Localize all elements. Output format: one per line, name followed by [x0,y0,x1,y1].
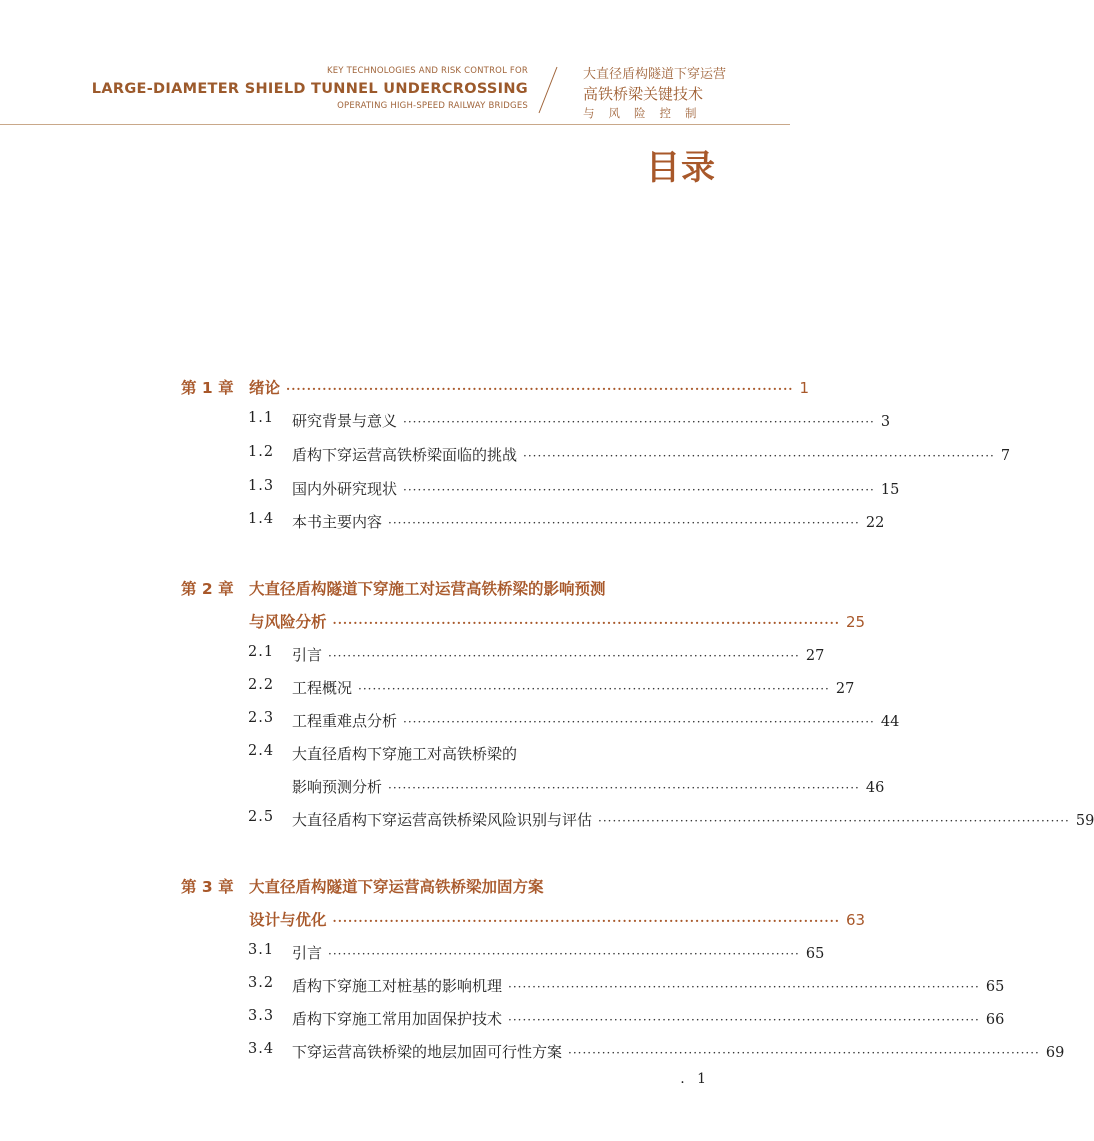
dot-leader: ·································································································· [388,516,860,530]
chapter-page: 1 [799,379,809,397]
section-title: 盾构下穿运营高铁桥梁面临的挑战 [292,446,518,464]
section-title: 引言 [292,944,323,962]
section-number: 1.1 [248,410,275,426]
section-number: 3.2 [248,975,275,991]
english-title-line-3: OPERATING HIGH-SPEED RAILWAY BRIDGES [337,101,528,111]
section-title-line-1: 大直径盾构下穿施工对高铁桥梁的 [292,745,518,763]
section-title: 盾构下穿施工对桩基的影响机理 [292,977,503,995]
chapter-label: 第 3 章 [181,878,234,896]
section-title: 引言 [292,646,323,664]
chapter-title-line-1: 大直径盾构隧道下穿运营高铁桥梁加固方案 [249,878,544,896]
dot-leader: ·································································································· [568,1046,1040,1060]
dot-leader: ·································································································· [388,781,860,795]
section-title: 大直径盾构下穿运营高铁桥梁风险识别与评估 [292,811,593,829]
section-title-line-2: 影响预测分析 [292,778,383,796]
section-entry[interactable] [292,511,885,532]
toc-title: 目录 [646,148,716,188]
dot-leader: ·································································································· [403,415,875,429]
dot-leader: ·································································································· [508,1013,980,1027]
section-entry[interactable] [292,710,900,731]
section-number: 2.4 [248,743,275,759]
section-number: 3.3 [248,1008,275,1024]
section-entry[interactable] [292,975,1005,996]
dot-leader: ·································································································· [403,483,875,497]
section-entry[interactable] [292,444,1011,465]
section-entry[interactable] [292,1041,1065,1062]
section-number: 2.1 [248,644,275,660]
section-title: 盾构下穿施工常用加固保护技术 [292,1010,503,1028]
section-entry[interactable] [292,677,855,698]
section-entry[interactable] [292,942,825,963]
section-number: 1.2 [248,444,275,460]
chapter-page: 25 [845,613,866,631]
section-number: 3.1 [248,942,275,958]
chapter-label: 第 1 章 [181,379,234,397]
section-number: 2.2 [248,677,275,693]
section-number: 2.5 [248,809,275,825]
section-page: 65 [805,946,825,962]
section-page: 46 [865,780,885,796]
section-title: 工程重难点分析 [292,712,398,730]
dot-leader: ·································································································· [332,616,840,630]
section-entry-line-1[interactable] [292,743,714,764]
section-page: 27 [805,648,825,664]
section-entry[interactable] [292,410,891,431]
section-entry[interactable] [292,1008,1005,1029]
english-title-line-1: KEY TECHNOLOGIES AND RISK CONTROL FOR [326,66,528,76]
section-page: 44 [880,714,900,730]
section-page: 27 [835,681,855,697]
section-page: 69 [1045,1045,1065,1061]
section-number: 1.4 [248,511,275,527]
divider-slash [538,66,558,114]
header-rule [0,124,790,125]
chapter-title: 绪论 [249,379,281,397]
section-title: 工程概况 [292,679,353,697]
section-page: 59 [1075,813,1094,829]
section-page: 22 [865,515,885,531]
dot-leader: ·································································································· [286,382,794,396]
chinese-title-line-3: 与风险控制 [583,106,711,120]
section-page: 65 [985,979,1005,995]
chapter-entry-line-1[interactable] [249,577,714,599]
chapter-title-line-1: 大直径盾构隧道下穿施工对运营高铁桥梁的影响预测 [249,580,606,598]
section-number: 2.3 [248,710,275,726]
section-title: 国内外研究现状 [292,480,398,498]
dot-leader: ·································································································· [598,814,1070,828]
section-entry[interactable] [292,478,900,499]
dot-leader: ·································································································· [508,980,980,994]
dot-leader: ·································································································· [523,449,995,463]
chapter-entry[interactable] [249,376,809,398]
section-title: 本书主要内容 [292,513,383,531]
chapter-title-line-2: 与风险分析 [249,613,327,631]
section-page: 15 [880,482,900,498]
page-header [0,0,790,125]
section-number: 1.3 [248,478,275,494]
chapter-title-line-2: 设计与优化 [249,911,327,929]
section-entry[interactable] [292,809,1094,830]
chapter-entry-line-2[interactable] [249,610,866,632]
section-page: 3 [880,414,891,430]
chapter-entry-line-1[interactable] [249,875,714,897]
page-number: . 1 [680,1071,710,1087]
section-page: 66 [985,1012,1005,1028]
chinese-title-block [583,63,726,121]
english-title-block [92,66,528,111]
chapter-page: 63 [845,911,866,929]
section-title: 下穿运营高铁桥梁的地层加固可行性方案 [292,1043,563,1061]
dot-leader: ·································································································· [332,914,840,928]
dot-leader: ·································································································· [328,947,800,961]
dot-leader: ·································································································· [328,649,800,663]
section-entry-line-2[interactable] [292,776,885,797]
section-number: 3.4 [248,1041,275,1057]
section-entry[interactable] [292,644,825,665]
chapter-entry-line-2[interactable] [249,908,866,930]
section-page: 7 [1000,448,1011,464]
dot-leader: ·································································································· [403,715,875,729]
chapter-label: 第 2 章 [181,580,234,598]
section-title: 研究背景与意义 [292,412,398,430]
english-title-line-2: LARGE-DIAMETER SHIELD TUNNEL UNDERCROSSING [91,81,528,97]
chinese-title-line-2: 高铁桥梁关键技术 [583,85,704,103]
dot-leader: ·································································································· [358,682,830,696]
chinese-title-line-1: 大直径盾构隧道下穿运营 [583,67,727,82]
